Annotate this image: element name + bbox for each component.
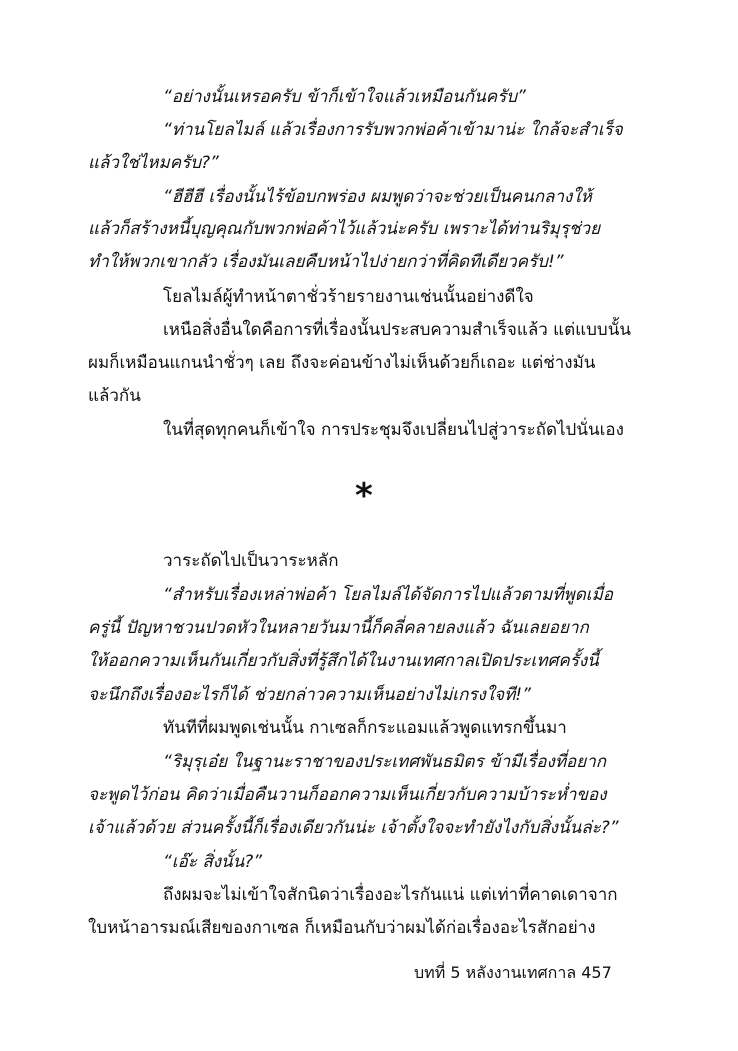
text-line: เหนือสิ่งอื่นใดคือการที่เรื่องนั้นประสบความสำเร็จแล้ว แต่แบบนั้น xyxy=(163,320,631,340)
page-footer: บทที่ 5 หลังงานเทศกาล 457 xyxy=(414,963,612,982)
text-line: “สำหรับเรื่องเหล่าพ่อค้า โยลไมล์ได้จัดการไปแล้วตามที่พูดเมื่อ xyxy=(163,585,614,605)
text-line: ครู่นี้ ปัญหาชวนปวดหัวในหลายวันมานี้ก็คลี่คลายลงแล้ว ฉันเลยอยาก xyxy=(88,618,589,638)
text-line: โยลไมล์ผู้ทำหน้าตาชั่วร้ายรายงานเช่นนั้นอย่างดีใจ xyxy=(163,287,534,307)
text-line: ในที่สุดทุกคนก็เข้าใจ การประชุมจึงเปลี่ยนไปสู่วาระถัดไปนั่นเอง xyxy=(163,420,624,440)
text-line: ให้ออกความเห็นกันเกี่ยวกับสิ่งที่รู้สึกได้ในงานเทศกาลเปิดประเทศครั้งนี้ xyxy=(88,651,599,671)
text-line: ทันทีที่ผมพูดเช่นนั้น กาเซลก็กระแอมแล้วพูดแทรกขึ้นมา xyxy=(163,718,567,738)
text-line: จะพูดไว้ก่อน คิดว่าเมื่อคืนวานก็ออกความเห็นเกี่ยวกับความบ้าระห่ำของ xyxy=(88,785,607,805)
text-line: จะนึกถึงเรื่องอะไรก็ได้ ช่วยกล่าวความเห็นอย่างไม่เกรงใจที!” xyxy=(88,685,531,705)
text-line: แล้วก็สร้างหนี้บุญคุณกับพวกพ่อค้าไว้แล้วน่ะครับ เพราะได้ท่านริมุรุช่วย xyxy=(88,219,601,239)
text-line: แล้วกัน xyxy=(88,386,141,406)
text-line: ทำให้พวกเขากลัว เรื่องมันเลยคืบหน้าไปง่ายกว่าที่คิดทีเดียวครับ!” xyxy=(88,252,564,272)
text-line: แล้วใช่ไหมครับ?” xyxy=(88,153,219,173)
text-line: “เอ๊ะ สิ่งนั้น?” xyxy=(163,852,263,872)
text-line: “อย่างนั้นเหรอครับ ข้าก็เข้าใจแล้วเหมือนกันครับ” xyxy=(163,87,526,107)
text-line: “ฮีฮีฮี เรื่องนั้นไร้ข้อบกพร่อง ผมพูดว่าจะช่วยเป็นคนกลางให้ xyxy=(163,187,592,207)
text-line: “ท่านโยลไมล์ แล้วเรื่องการรับพวกพ่อค้าเข้ามาน่ะ ใกล้จะสำเร็จ xyxy=(163,120,623,140)
section-separator: * xyxy=(355,476,373,516)
text-line: ผมก็เหมือนแกนนำชั่วๆ เลย ถึงจะค่อนข้างไม่เห็นด้วยก็เถอะ แต่ช่างมัน xyxy=(88,353,596,373)
text-line: วาระถัดไปเป็นวาระหลัก xyxy=(163,551,339,571)
text-line: เจ้าแล้วด้วย ส่วนครั้งนี้ก็เรื่องเดียวกันน่ะ เจ้าตั้งใจจะทำยังไงกับสิ่งนั้นล่ะ?” xyxy=(88,818,619,838)
text-line: ใบหน้าอารมณ์เสียของกาเซล ก็เหมือนกับว่าผมได้ก่อเรื่องอะไรสักอย่าง xyxy=(88,918,596,938)
text-line: ถึงผมจะไม่เข้าใจสักนิดว่าเรื่องอะไรกันแน่ แต่เท่าที่คาดเดาจาก xyxy=(163,885,618,905)
text-line: “ริมุรุเอ๋ย ในฐานะราชาของประเทศพันธมิตร ข้ามีเรื่องที่อยาก xyxy=(163,752,607,772)
